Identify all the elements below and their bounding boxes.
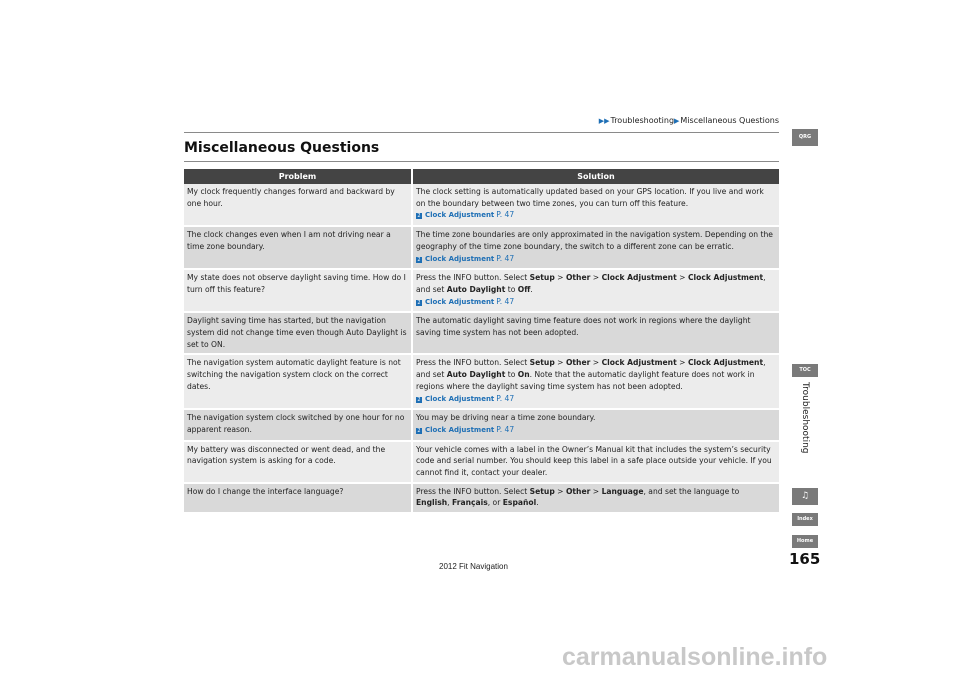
page-number: 165 (789, 550, 821, 568)
cross-reference-link[interactable]: 2 Clock Adjustment P. 47 (417, 424, 515, 434)
solution-cell (412, 184, 779, 226)
solution-text: The clock setting is automatically updated based on your GPS location. If you live and work on the boundary between two time zones, you can turn off this feature. (416, 187, 764, 208)
home-tab[interactable]: Home (792, 535, 818, 548)
solution-cell: Press the INFO button. Select Setup > Other > Clock Adjustment > Clock Adjustment, and set Auto Daylight to On. Note that the automatic daylight feature does not work in regions where the daylight saving time system has not been adopted. 2 Clock Adjustment P. 47 (412, 354, 779, 409)
table-row (184, 269, 779, 312)
solution-cell: You may be driving near a time zone boundary. 2 Clock Adjustment P. 47 (412, 409, 779, 440)
breadcrumb-item-current: Miscellaneous Questions (680, 116, 779, 125)
reference-arrow-icon: 2 (417, 427, 421, 434)
faq-table (184, 169, 779, 514)
breadcrumb (599, 116, 779, 125)
table-row (184, 483, 779, 513)
solution-cell: Your vehicle comes with a label in the Owner’s Manual kit that includes the system’s security code and serial number. You should keep this label in a safe place outside your vehicle. If you cannot find it, contact your dealer. (412, 441, 779, 483)
problem-cell: My battery was disconnected or went dead, and the navigation system is asking for a code. (184, 441, 412, 483)
cross-reference-link[interactable]: 2 Clock Adjustment P. 47 (417, 210, 515, 220)
page-title: Miscellaneous Questions (184, 140, 380, 156)
divider (184, 161, 779, 162)
toc-tab[interactable]: TOC (792, 364, 818, 377)
cross-reference-link[interactable]: 2 Clock Adjustment P. 47 (417, 296, 515, 306)
problem-cell: My state does not observe daylight saving time. How do I turn off this feature? (184, 269, 412, 312)
solution-cell: The automatic daylight saving time feature does not work in regions where the daylight saving time system has not been adopted. (412, 312, 779, 354)
reference-arrow-icon: 2 (417, 256, 421, 263)
arrow-right-icon: ▶ (674, 117, 680, 125)
qrg-tab[interactable]: QRG (792, 129, 818, 146)
index-tab[interactable]: Index (792, 513, 818, 526)
section-label: Troubleshooting (800, 382, 810, 454)
table-header-row (184, 169, 779, 184)
footer-text: 2012 Fit Navigation (439, 562, 508, 571)
problem-cell: How do I change the interface language? (184, 483, 412, 513)
table-row (184, 409, 779, 440)
watermark: carmanualsonline.info (562, 643, 828, 671)
reference-arrow-icon: 2 (417, 299, 421, 306)
column-header-problem: Problem (184, 169, 412, 184)
reference-arrow-icon: 2 (417, 396, 421, 403)
problem-cell: Daylight saving time has started, but the navigation system did not change time even though Auto Daylight is set to ON. (184, 312, 412, 354)
table-row (184, 354, 779, 409)
problem-cell: The navigation system clock switched by one hour for no apparent reason. (184, 409, 412, 440)
section-tab[interactable] (795, 382, 815, 456)
table-row (184, 226, 779, 269)
cross-reference-link[interactable]: 2 Clock Adjustment P. 47 (417, 393, 515, 403)
voice-command-icon[interactable]: ♫ (792, 488, 818, 505)
problem-cell: The clock changes even when I am not driving near a time zone boundary. (184, 226, 412, 269)
reference-arrow-icon: 2 (417, 213, 421, 220)
divider (184, 132, 779, 133)
arrow-right-icon: ▶▶ (598, 117, 610, 125)
solution-cell: Press the INFO button. Select Setup > Other > Clock Adjustment > Clock Adjustment, and set Auto Daylight to Off. 2 Clock Adjustment P. 47 (412, 269, 779, 312)
column-header-solution: Solution (412, 169, 779, 184)
solution-cell: Press the INFO button. Select Setup > Other > Language, and set the language to English, Français, or Español. (412, 483, 779, 513)
problem-cell: My clock frequently changes forward and backward by one hour. (184, 184, 412, 226)
table-row (184, 441, 779, 483)
cross-reference-link[interactable]: 2 Clock Adjustment P. 47 (417, 253, 515, 263)
solution-text: The time zone boundaries are only approximated in the navigation system. Depending on the geography of the time zone boundary, the switch to a different zone can be erratic. (416, 230, 773, 251)
breadcrumb-item-troubleshooting[interactable]: Troubleshooting (610, 116, 675, 125)
table-row (184, 312, 779, 354)
solution-cell (412, 226, 779, 269)
table-row (184, 184, 779, 226)
problem-cell: The navigation system automatic daylight feature is not switching the navigation system clock on the correct dates. (184, 354, 412, 409)
